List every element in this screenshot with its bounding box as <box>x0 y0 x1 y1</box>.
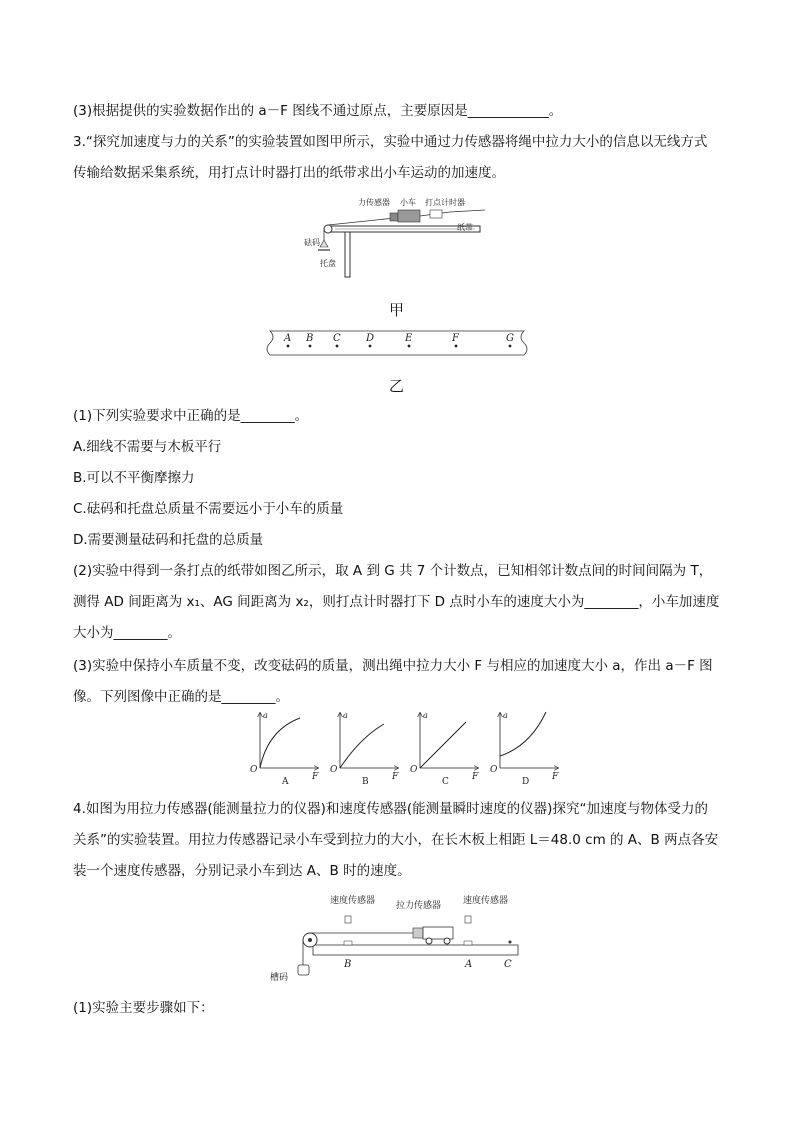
hook-weight-icon <box>298 965 309 975</box>
cart-icon <box>423 927 453 939</box>
tape-point-dot <box>287 345 290 348</box>
tape-point-dot <box>408 345 411 348</box>
graph-curve <box>260 718 300 768</box>
weight-icon <box>320 240 328 247</box>
origin-label: O <box>250 765 258 775</box>
speed-sensor-icon <box>465 916 471 923</box>
q3-option-a: A.细线不需要与木板平行 <box>73 439 222 455</box>
cart-icon <box>398 210 420 222</box>
q4-part1: (1)实验主要步骤如下： <box>73 1000 214 1016</box>
label-point-a: A <box>465 959 473 970</box>
q4-intro-line1: 4.如图为用拉力传感器(能测量拉力的仪器)和速度传感器(能测量瞬时速度的仪器)探究“加速度与物体受力的 <box>73 801 708 817</box>
graph-c <box>410 711 479 787</box>
graph-name: B <box>362 777 369 787</box>
graph-curve <box>420 722 466 768</box>
q3-figure-yi <box>262 329 530 359</box>
q3-option-c: C.砝码和托盘总质量不需要远小于小车的质量 <box>73 501 344 517</box>
q3-option-d: D.需要测量砝码和托盘的总质量 <box>73 532 264 548</box>
graph-name: C <box>442 777 449 787</box>
y-axis-label: a <box>263 711 268 720</box>
tape-point-dot <box>369 345 372 348</box>
q3-part2-line1: (2)实验中得到一条打点的纸带如图乙所示，取 A 到 G 共 7 个计数点，已知相邻计数点间的时间间隔为 T， <box>73 563 713 579</box>
y-axis-label: a <box>343 711 348 720</box>
force-sensor-icon <box>413 928 423 938</box>
graph-a <box>250 711 319 787</box>
graph-d <box>490 711 559 787</box>
label-timer: 打点计时器 <box>425 198 465 207</box>
label-force-sensor: 力传感器 <box>358 198 390 207</box>
q3-intro-line2: 传输给数据采集系统，用打点计时器打出的纸带求出小车运动的加速度。 <box>73 165 505 181</box>
q4-figure <box>258 890 538 985</box>
q3-part2-line3: 大小为________。 <box>73 625 181 641</box>
graph-name: A <box>282 777 289 787</box>
x-axis-label: F <box>392 772 399 782</box>
origin-label: O <box>490 765 498 775</box>
tape-point-dot <box>309 345 312 348</box>
y-axis-label: a <box>503 711 508 720</box>
label-tray: 托盘 <box>320 259 336 268</box>
graph-b <box>330 711 399 787</box>
q3-part3-line1: (3)实验中保持小车质量不变，改变砝码的质量，测出绳中拉力大小 F 与相应的加速度大小 a，作出 a－F 图 <box>73 658 713 674</box>
label-speed-sensor-right: 速度传感器 <box>463 896 509 906</box>
label-point-c: C <box>504 959 512 970</box>
q2-part3: (3)根据提供的实验数据作出的 a－F 图线不通过原点，主要原因是____________。 <box>73 103 563 119</box>
tape-point-dot <box>455 345 458 348</box>
q3-part3-line2: 像。下列图像中正确的是________。 <box>73 689 289 705</box>
y-axis-label: a <box>423 711 428 720</box>
caption-jia: 甲 <box>389 301 405 319</box>
origin-label: O <box>330 765 338 775</box>
q3-graphs <box>240 710 560 790</box>
tape-point-label: A <box>284 333 292 344</box>
label-speed-sensor-left: 速度传感器 <box>330 896 376 906</box>
label-tape: 纸带 <box>457 223 473 232</box>
tape-point-label: D <box>366 333 375 344</box>
label-cart: 小车 <box>400 198 416 207</box>
x-axis-label: F <box>312 772 319 782</box>
graph-name: D <box>522 777 530 787</box>
tape-point-dot <box>336 345 339 348</box>
label-force-sensor: 拉力传感器 <box>396 901 442 911</box>
tape-point-dot <box>509 345 512 348</box>
tape-point-label: B <box>306 333 314 344</box>
tape-point-label: G <box>506 333 514 344</box>
q3-option-b: B.可以不平衡摩擦力 <box>73 470 195 486</box>
q4-intro-line3: 装一个速度传感器，分别记录小车到达 A、B 时的速度。 <box>73 863 411 879</box>
label-point-b: B <box>344 959 352 970</box>
x-axis-label: F <box>472 772 479 782</box>
q3-intro-line1: 3.“探究加速度与力的关系”的实验装置如图甲所示，实验中通过力传感器将绳中拉力大小的信息以无线方式 <box>73 134 708 150</box>
caption-yi: 乙 <box>389 377 405 395</box>
graph-curve <box>340 724 384 768</box>
tape-point-label: F <box>452 333 459 344</box>
q3-part2-line2: 测得 AD 间距离为 x₁、AG 间距离为 x₂，则打点计时器打下 D 点时小车的速度大小为________，小车加速度 <box>73 594 720 610</box>
label-weight: 砝码 <box>304 238 320 247</box>
q3-part1: (1)下列实验要求中正确的是________。 <box>73 408 309 424</box>
q3-figure-jia <box>300 192 500 282</box>
speed-sensor-icon <box>345 916 351 923</box>
label-hook-weight: 槽码 <box>270 973 289 983</box>
origin-label: O <box>410 765 418 775</box>
q4-intro-line2: 关系”的实验装置。用拉力传感器记录小车受到拉力的大小，在长木板上相距 L＝48.0 cm 的 A、B 两点各安 <box>73 832 719 848</box>
tape-point-label: C <box>333 333 341 344</box>
x-axis-label: F <box>552 772 559 782</box>
tape-point-label: E <box>405 333 413 344</box>
